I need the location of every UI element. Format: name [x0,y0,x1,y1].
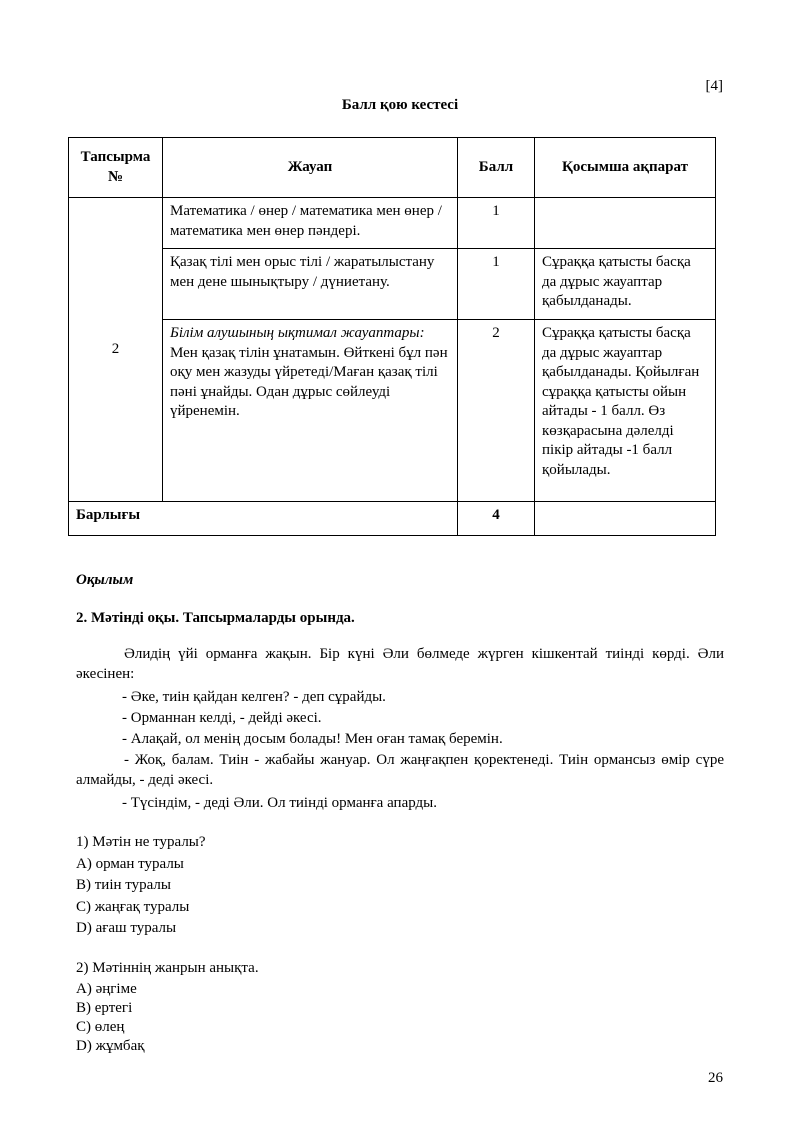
table-row [69,249,716,320]
score-mark: [4] [705,78,723,94]
total-info-cell [535,502,716,536]
task-title: 2. Мәтінді оқы. Тапсырмаларды орында. [76,610,355,626]
option: B) ертегі [76,1000,133,1016]
table-header-row [69,138,716,198]
header-score: Балл [458,138,535,198]
header-task-number: Тапсырма № [69,138,163,198]
answer-cell [163,320,458,502]
info-cell [535,198,716,249]
table-row [69,320,716,502]
info-cell: Сұраққа қатысты басқа да дұрыс жауаптар қабылданады. Қойылған сұраққа қатысты ойын айтады - 1 балл. Өз көзқарасына дәлелді пікір айтады -1 балл қойылады. [535,320,716,502]
score-cell: 1 [458,198,535,249]
dialogue-line: - Жоқ, балам. Тиін - жабайы жануар. Ол жаңғақпен қоректенеді. Тиін ормансыз өмір сүре алмайды, - деді әкесі. [76,752,724,789]
total-score: 4 [458,502,535,536]
option: A) әңгіме [76,981,137,997]
total-row [69,502,716,536]
dialogue-line: - Әке, тиін қайдан келген? - деп сұрайды. [122,689,386,705]
header-info: Қосымша ақпарат [535,138,716,198]
answer-cell: Математика / өнер / математика мен өнер / математика мен өнер пәндері. [163,198,458,249]
option: C) өлең [76,1019,125,1035]
text-intro: Әлидің үйі орманға жақын. Бір күні Әли бөлмеде жүрген кішкентай тиінді көрді. Әли әкесінен: [76,646,724,683]
table-title: Балл қою кестесі [341,97,459,113]
dialogue-line: - Орманнан келді, - дейді әкесі. [122,710,322,726]
header-answer: Жауап [163,138,458,198]
total-label: Барлығы [69,502,458,536]
scoring-table [68,137,716,536]
page-number: 26 [708,1070,723,1086]
task-number-cell: 2 [69,198,163,502]
answer-cell: Қазақ тілі мен орыс тілі / жаратылыстану мен дене шынықтыру / дүниетану. [163,249,458,320]
dialogue-line: - Түсіндім, - деді Әли. Ол тиінді орманға апарды. [122,795,437,811]
answer-note-italic: Білім алушының ықтимал жауаптары: [170,325,425,341]
score-cell: 1 [458,249,535,320]
option: D) жұмбақ [76,1038,145,1054]
section-title: Оқылым [76,572,134,588]
question-1: 1) Мәтін не туралы? [76,834,206,850]
info-cell: Сұраққа қатысты басқа да дұрыс жауаптар қабылданады. [535,249,716,320]
question-2: 2) Мәтіннің жанрын анықта. [76,960,259,976]
score-cell: 2 [458,320,535,502]
dialogue-line: - Алақай, ол менің досым болады! Мен оған тамақ беремін. [122,731,503,747]
table-row [69,198,716,249]
option: B) тиін туралы [76,877,171,893]
answer-text: Мен қазақ тілін ұнатамын. Өйткені бұл пән оқу мен жазуды үйретеді/Маған қазақ тілі пәні ұнайды. Одан дұрыс сөйлеуді үйренемін. [170,344,448,419]
option: C) жаңғақ туралы [76,899,190,915]
option: D) ағаш туралы [76,920,177,936]
option: A) орман туралы [76,856,184,872]
